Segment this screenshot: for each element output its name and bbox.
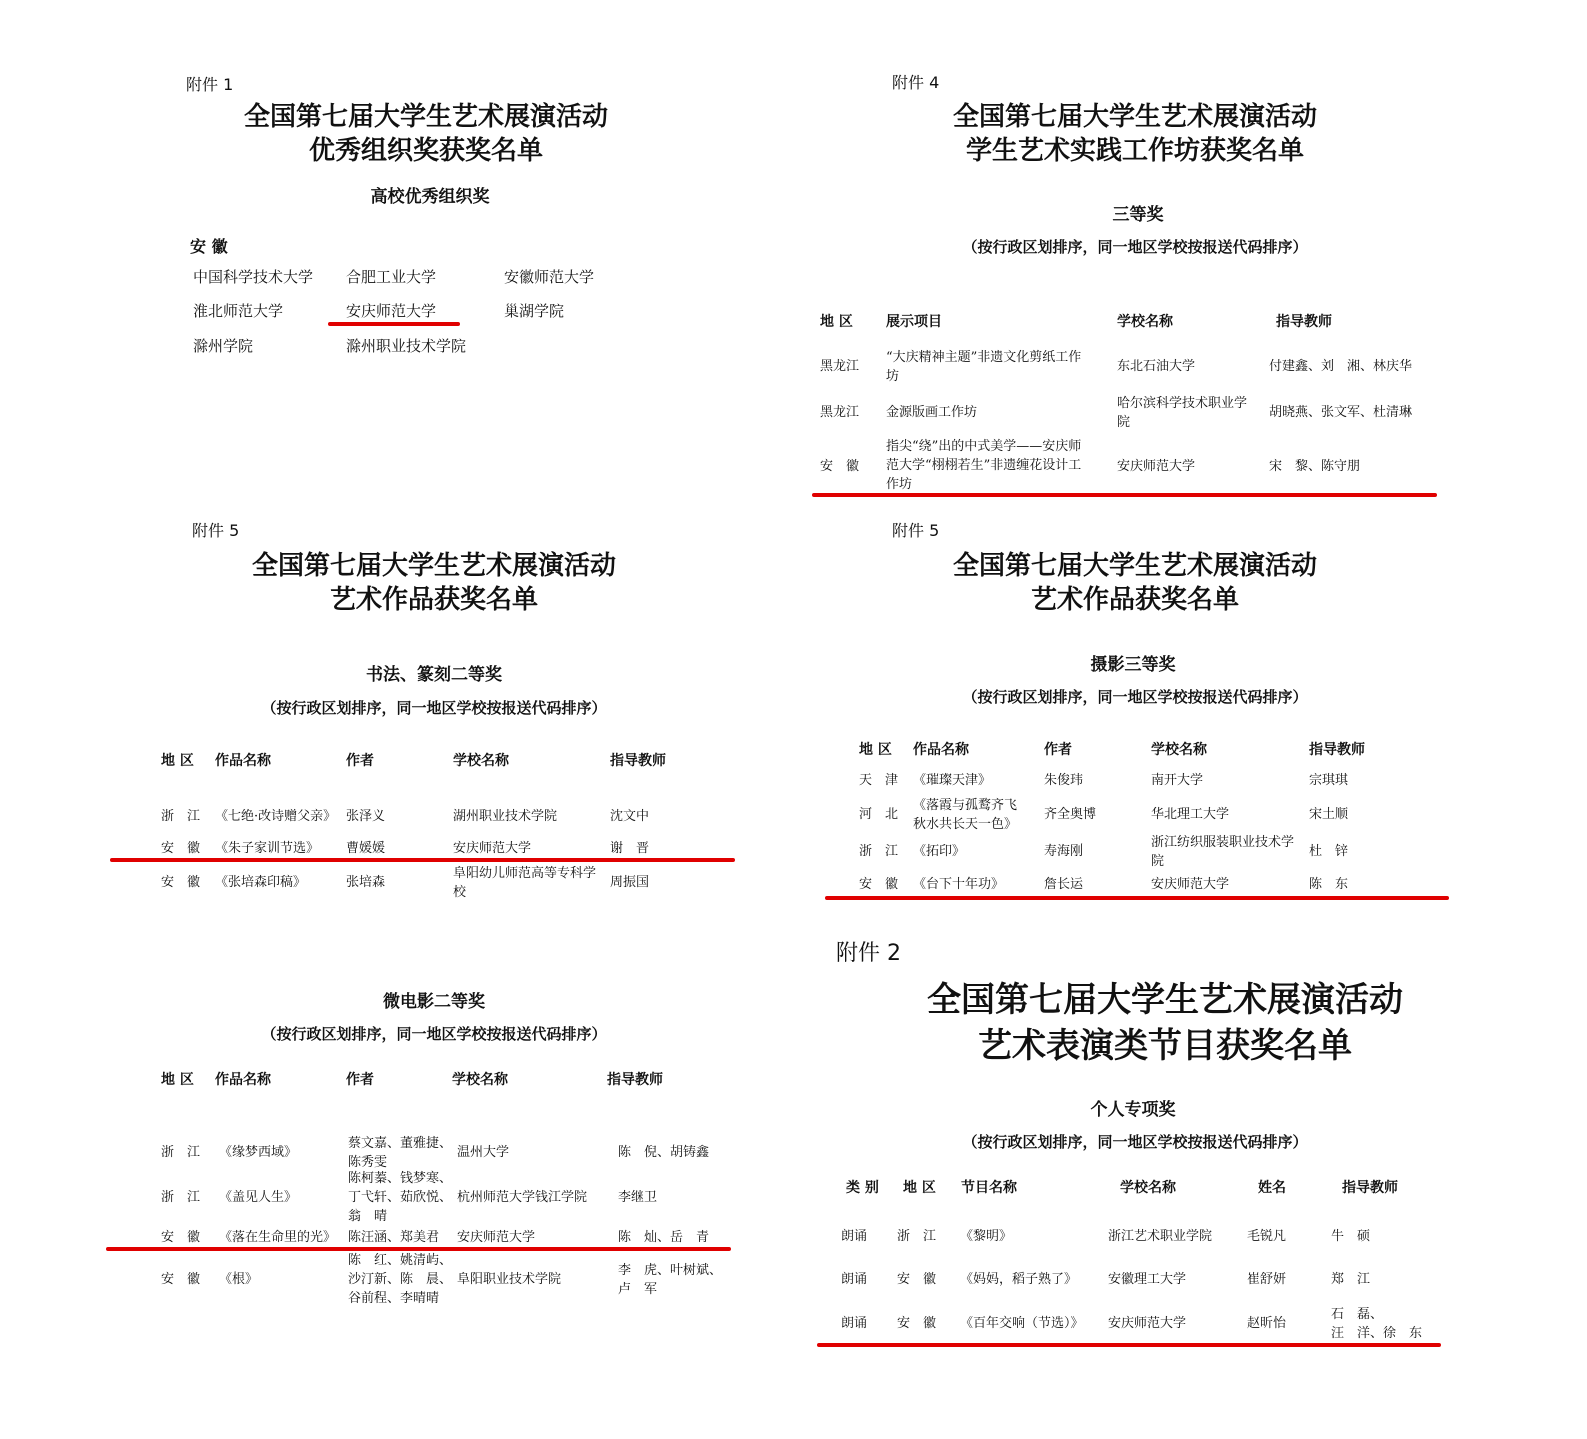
table-cell: 《根》	[219, 1272, 259, 1287]
table-cell: 宗琪琪	[1309, 773, 1349, 788]
page-title: 全国第七届大学生艺术展演活动	[243, 102, 608, 132]
attachment-label: 附件 4	[892, 73, 940, 92]
table-cell: 宋土顺	[1309, 807, 1349, 822]
page-subtitle: 艺术表演类节目获奖名单	[978, 1026, 1352, 1066]
column-header: 指导教师	[1342, 1180, 1398, 1196]
column-header: 作品名称	[215, 753, 271, 769]
highlight-underline	[328, 322, 460, 326]
table-cell: 安徽理工大学	[1108, 1272, 1187, 1287]
table-cell: 温州大学	[457, 1145, 510, 1160]
column-header: 学校名称	[1117, 314, 1173, 330]
school-item: 滁州学院	[193, 337, 254, 355]
table-cell: 《七绝·改诗赠父亲》	[215, 809, 337, 824]
table-cell: 安庆师范大学	[1117, 459, 1196, 474]
page-title: 全国第七届大学生艺术展演活动	[927, 980, 1403, 1020]
table-cell: 《百年交响（节选）》	[960, 1316, 1084, 1331]
highlight-underline	[825, 896, 1449, 900]
table-cell: 黑龙江	[820, 405, 860, 420]
page-title: 全国第七届大学生艺术展演活动	[952, 102, 1317, 132]
school-item: 安徽师范大学	[504, 268, 595, 286]
column-header: 学校名称	[453, 753, 509, 769]
table-cell: 《落霞与孤鹜齐飞 秋水共长天一色》	[913, 798, 1018, 832]
school-item: 合肥工业大学	[346, 268, 437, 286]
column-header: 作者	[346, 1072, 374, 1088]
attachment-label: 附件 5	[892, 521, 940, 540]
table-cell: 陈 倪、胡铸鑫	[618, 1145, 710, 1160]
column-header: 学校名称	[1151, 742, 1207, 758]
table-cell: 安 徽	[859, 877, 899, 892]
table-cell: 《盖见人生》	[219, 1190, 298, 1205]
table-cell: 张培森	[346, 875, 386, 890]
table-cell: 安庆师范大学	[1151, 877, 1230, 892]
school-item: 巢湖学院	[504, 302, 565, 320]
sort-note: （按行政区划排序，同一地区学校按报送代码排序）	[962, 688, 1308, 706]
table-cell: 《落在生命里的光》	[219, 1230, 337, 1245]
table-cell: 张泽义	[346, 809, 386, 824]
table-cell: 石 磊、 汪 洋、徐 东	[1331, 1307, 1423, 1341]
column-header: 地 区	[820, 314, 853, 330]
column-header: 指导教师	[607, 1072, 663, 1088]
table-cell: 《朱子家训节选》	[215, 841, 320, 856]
sort-note: （按行政区划排序，同一地区学校按报送代码排序）	[962, 1133, 1308, 1151]
table-cell: 华北理工大学	[1151, 807, 1230, 822]
table-cell: 朱俊玮	[1044, 773, 1084, 788]
attachment-label: 附件 5	[192, 521, 240, 540]
table-cell: 浙 江	[859, 844, 899, 859]
table-cell: 阜阳幼儿师范高等专科学 校	[453, 866, 597, 900]
table-cell: 沈文中	[610, 809, 650, 824]
table-cell: 安 徽	[161, 1230, 201, 1245]
table-cell: 朗诵	[841, 1229, 868, 1244]
school-item: 中国科学技术大学	[193, 268, 314, 286]
table-cell: 陈 东	[1309, 877, 1349, 892]
table-cell: 哈尔滨科学技术职业学 院	[1117, 396, 1248, 430]
table-cell: 《妈妈，稻子熟了》	[960, 1272, 1078, 1287]
table-cell: 杭州师范大学钱江学院	[457, 1190, 588, 1205]
region-label: 安 徽	[190, 237, 228, 256]
column-header: 姓名	[1258, 1180, 1286, 1196]
award-level: 书法、篆刻二等奖	[366, 665, 502, 685]
column-header: 类 别	[846, 1180, 879, 1196]
table-cell: 《缘梦西域》	[219, 1145, 298, 1160]
table-cell: 《黎明》	[960, 1229, 1013, 1244]
table-cell: 安 徽	[161, 1272, 201, 1287]
table-cell: “大庆精神主题”非遗文化剪纸工作 坊	[886, 350, 1082, 384]
page-subtitle: 优秀组织奖获奖名单	[308, 136, 543, 166]
award-category: 高校优秀组织奖	[370, 187, 490, 207]
school-item: 滁州职业技术学院	[346, 337, 467, 355]
page-subtitle: 艺术作品获奖名单	[329, 585, 538, 615]
table-cell: 安 徽	[820, 459, 860, 474]
table-cell: 朗诵	[841, 1316, 868, 1331]
highlight-underline	[110, 858, 735, 862]
table-cell: 蔡文嘉、董雅捷、 陈秀雯	[348, 1136, 453, 1170]
column-header: 节目名称	[961, 1180, 1017, 1196]
table-cell: 《张培森印稿》	[215, 875, 307, 890]
table-cell: 《拓印》	[913, 844, 966, 859]
table-cell: 陈 灿、岳 青	[618, 1230, 710, 1245]
table-cell: 安 徽	[161, 841, 201, 856]
table-cell: 胡晓燕、张文军、杜清琳	[1269, 405, 1413, 420]
table-cell: 詹长运	[1044, 877, 1084, 892]
column-header: 地 区	[161, 1072, 194, 1088]
table-cell: 安 徽	[897, 1272, 937, 1287]
attachment-label: 附件 2	[836, 941, 901, 966]
table-cell: 安 徽	[161, 875, 201, 890]
column-header: 指导教师	[610, 753, 666, 769]
table-cell: 谢 晋	[610, 841, 650, 856]
highlight-underline	[812, 493, 1437, 497]
table-cell: 杜 锌	[1309, 844, 1349, 859]
column-header: 地 区	[161, 753, 194, 769]
column-header: 作品名称	[215, 1072, 271, 1088]
column-header: 学校名称	[452, 1072, 508, 1088]
column-header: 展示项目	[886, 314, 942, 330]
table-cell: 付建鑫、刘 湘、林庆华	[1269, 359, 1413, 374]
table-cell: 安庆师范大学	[457, 1230, 536, 1245]
column-header: 作者	[1044, 742, 1072, 758]
table-cell: 崔舒妍	[1247, 1272, 1287, 1287]
table-cell: 浙 江	[161, 809, 201, 824]
table-cell: 朗诵	[841, 1272, 868, 1287]
table-cell: 河 北	[859, 807, 899, 822]
award-level: 个人专项奖	[1090, 1100, 1176, 1120]
table-cell: 阜阳职业技术学院	[457, 1272, 562, 1287]
column-header: 地 区	[903, 1180, 936, 1196]
column-header: 作品名称	[913, 742, 969, 758]
table-cell: 浙 江	[161, 1145, 201, 1160]
table-cell: 郑 江	[1331, 1272, 1371, 1287]
table-cell: 安庆师范大学	[1108, 1316, 1187, 1331]
column-header: 指导教师	[1276, 314, 1332, 330]
award-level: 三等奖	[1112, 205, 1164, 225]
table-cell: 赵昕怡	[1247, 1316, 1287, 1331]
table-cell: 浙 江	[897, 1229, 937, 1244]
page-title: 全国第七届大学生艺术展演活动	[251, 551, 616, 581]
column-header: 地 区	[859, 742, 892, 758]
table-cell: 安 徽	[897, 1316, 937, 1331]
highlight-underline	[817, 1343, 1441, 1347]
attachment-label: 附件 1	[186, 75, 234, 94]
table-cell: 天 津	[859, 773, 899, 788]
page-subtitle: 学生艺术实践工作坊获奖名单	[965, 136, 1304, 166]
table-cell: 李 虎、叶树斌、 卢 军	[618, 1263, 723, 1297]
table-cell: 黑龙江	[820, 359, 860, 374]
table-cell: 浙江纺织服装职业技术学 院	[1151, 835, 1295, 869]
table-cell: 陈汪涵、郑美君	[348, 1230, 440, 1245]
table-cell: 东北石油大学	[1117, 359, 1196, 374]
table-cell: 指尖“绕”出的中式美学——安庆师 范大学“栩栩若生”非遗缠花设计工 作坊	[886, 439, 1082, 492]
table-cell: 浙 江	[161, 1190, 201, 1205]
school-item-highlighted: 安庆师范大学	[346, 302, 437, 320]
table-cell: 湖州职业技术学院	[453, 809, 558, 824]
column-header: 指导教师	[1309, 742, 1365, 758]
table-cell: 齐全奥博	[1044, 807, 1097, 822]
page-subtitle: 艺术作品获奖名单	[1030, 585, 1239, 615]
table-cell: 安庆师范大学	[453, 841, 532, 856]
table-cell: 《台下十年功》	[913, 877, 1005, 892]
table-cell: 浙江艺术职业学院	[1108, 1229, 1213, 1244]
table-cell: 曹媛媛	[346, 841, 386, 856]
award-level: 摄影三等奖	[1090, 655, 1176, 675]
table-cell: 宋 黎、陈守朋	[1269, 459, 1361, 474]
column-header: 作者	[346, 753, 374, 769]
table-cell: 李继卫	[618, 1190, 658, 1205]
table-cell: 陈 红、姚清屿、 沙汀新、陈 晨、 谷前程、李晴晴	[348, 1253, 453, 1306]
table-cell: 南开大学	[1151, 773, 1204, 788]
sort-note: （按行政区划排序，同一地区学校按报送代码排序）	[962, 238, 1308, 256]
table-cell: 牛 硕	[1331, 1229, 1371, 1244]
table-cell: 金源版画工作坊	[886, 405, 978, 420]
page-title: 全国第七届大学生艺术展演活动	[952, 551, 1317, 581]
table-cell: 《璀璨天津》	[913, 773, 992, 788]
sort-note: （按行政区划排序，同一地区学校按报送代码排序）	[261, 699, 607, 717]
column-header: 学校名称	[1120, 1180, 1176, 1196]
table-cell: 周振国	[610, 875, 650, 890]
table-cell: 毛锐凡	[1247, 1229, 1287, 1244]
table-cell: 陈柯蓁、钱梦寒、 丁弋轩、茹欣悦、 翁 晴	[348, 1171, 453, 1224]
award-level: 微电影二等奖	[383, 992, 485, 1012]
table-cell: 寿海刚	[1044, 844, 1084, 859]
sort-note: （按行政区划排序，同一地区学校按报送代码排序）	[261, 1025, 607, 1043]
school-item: 淮北师范大学	[193, 302, 284, 320]
